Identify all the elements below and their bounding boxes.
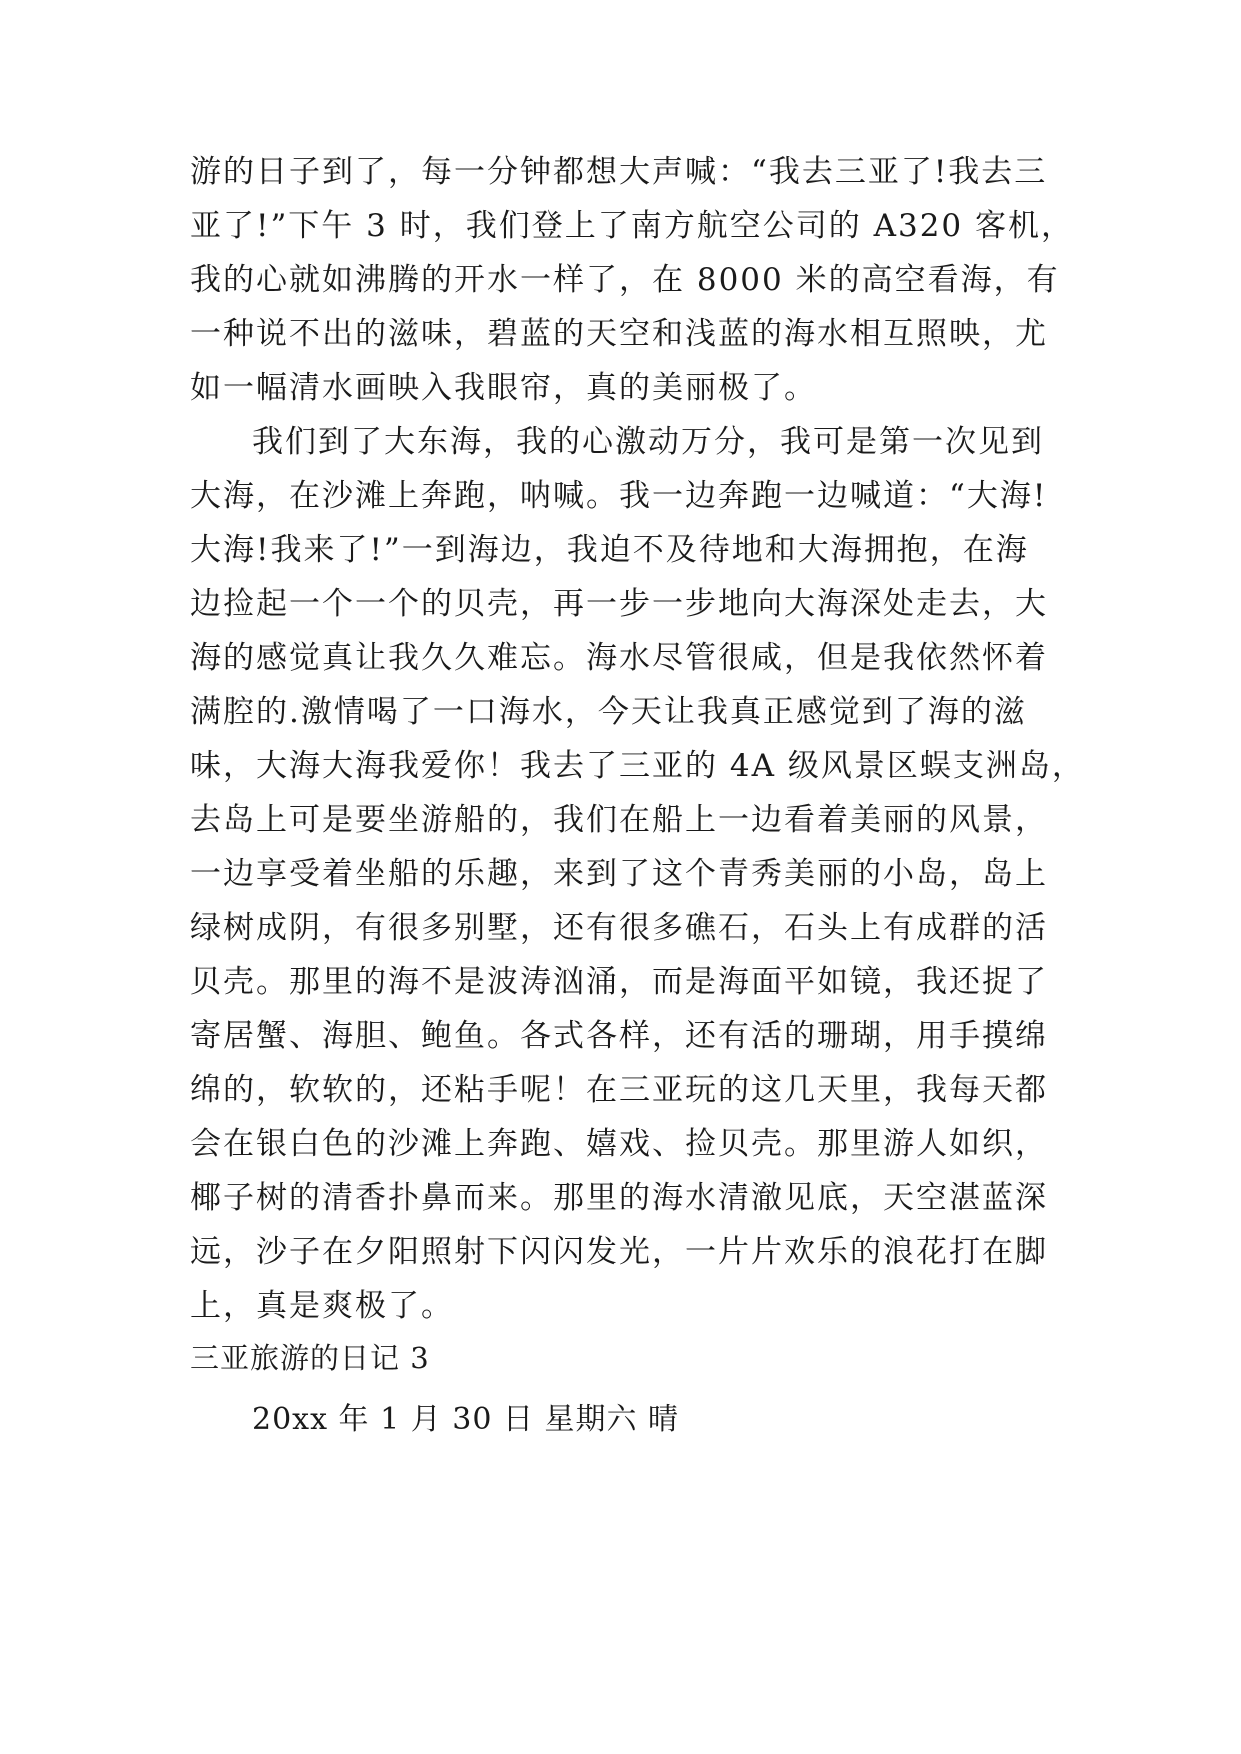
text-line: 游的日子到了，每一分钟都想大声喊：“我去三亚了!我去三 (190, 154, 1048, 190)
text-line: 大海!我来了!”一到海边，我迫不及待地和大海拥抱，在海 (190, 532, 1029, 568)
text-line: 寄居蟹、海胆、鲍鱼。各式各样，还有活的珊瑚，用手摸绵 (190, 1018, 1048, 1054)
text-line: 一边享受着坐船的乐趣，来到了这个青秀美丽的小岛，岛上 (190, 856, 1048, 892)
text-line: 贝壳。那里的海不是波涛汹涌，而是海面平如镜，我还捉了 (190, 964, 1048, 1000)
diary-date-line: 20xx 年 1 月 30 日 星期六 晴 (252, 1402, 680, 1437)
text-line: 远，沙子在夕阳照射下闪闪发光，一片片欢乐的浪花打在脚 (190, 1234, 1048, 1270)
text-line: 会在银白色的沙滩上奔跑、嬉戏、捡贝壳。那里游人如织， (190, 1126, 1048, 1162)
text-line: 绵的，软软的，还粘手呢！在三亚玩的这几天里，我每天都 (190, 1072, 1048, 1108)
diary-heading: 三亚旅游的日记 3 (190, 1341, 430, 1375)
text-line: 海的感觉真让我久久难忘。海水尽管很咸，但是我依然怀着 (190, 640, 1048, 676)
text-line: 我们到了大东海，我的心激动万分，我可是第一次见到 (252, 424, 1044, 460)
text-line: 我的心就如沸腾的开水一样了，在 8000 米的高空看海，有 (190, 262, 1060, 298)
text-line: 大海，在沙滩上奔跑，呐喊。我一边奔跑一边喊道：“大海! (190, 478, 1048, 514)
text-line: 上，真是爽极了。 (190, 1288, 454, 1324)
text-line: 一种说不出的滋味，碧蓝的天空和浅蓝的海水相互照映，尤 (190, 316, 1048, 352)
text-line: 绿树成阴，有很多别墅，还有很多礁石，石头上有成群的活 (190, 910, 1048, 946)
text-line: 去岛上可是要坐游船的，我们在船上一边看着美丽的风景， (190, 802, 1048, 838)
text-line: 味，大海大海我爱你！我去了三亚的 4A 级风景区蜈支洲岛， (190, 748, 1085, 784)
text-line: 椰子树的清香扑鼻而来。那里的海水清澈见底，天空湛蓝深 (190, 1180, 1048, 1216)
text-line: 亚了!”下午 3 时，我们登上了南方航空公司的 A320 客机， (190, 208, 1074, 244)
text-line: 如一幅清水画映入我眼帘，真的美丽极了。 (190, 370, 817, 406)
text-line: 边捡起一个一个的贝壳，再一步一步地向大海深处走去，大 (190, 586, 1048, 622)
text-line: 满腔的.激情喝了一口海水，今天让我真正感觉到了海的滋 (190, 694, 1027, 730)
